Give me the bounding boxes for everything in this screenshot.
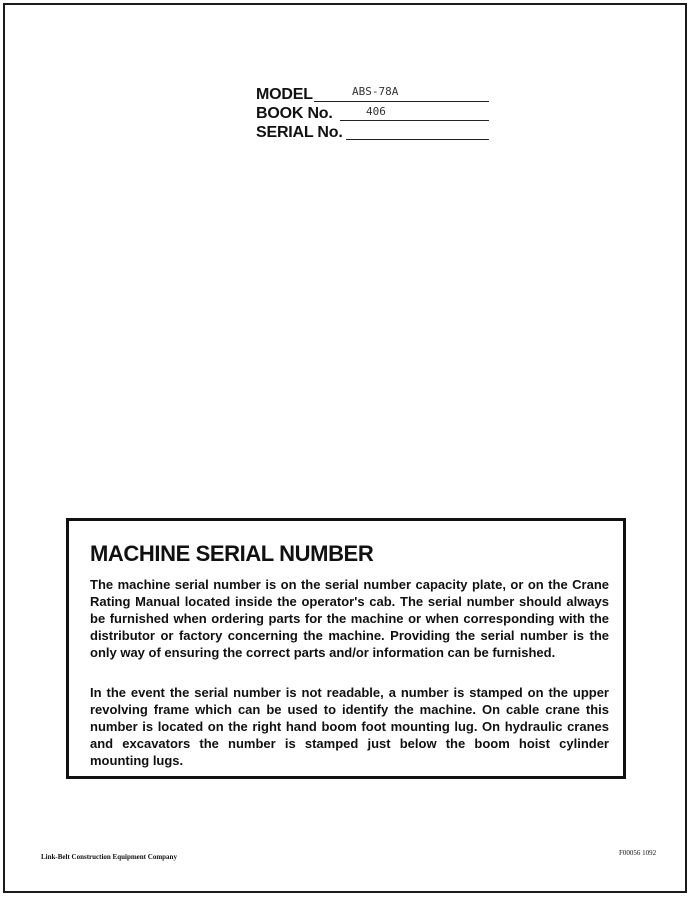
footer-form-code: F00056 1092: [619, 849, 657, 857]
model-row: [256, 84, 489, 104]
book-value: 406: [366, 105, 386, 118]
serial-row: [256, 122, 489, 142]
serial-label: SERIAL No.: [256, 124, 343, 141]
notice-paragraph-2: In the event the serial number is not readable, a number is stamped on the upper revolving frame which can be used to identify the machine. On cable crane this number is located on the right hand boom foot mounting lug. On hydraulic cranes and excavators the number is stamped just below the boom hoist cylinder mounting lugs.: [90, 685, 609, 768]
notice-paragraph-1: The machine serial number is on the serial number capacity plate, or on the Crane Rating Manual located inside the operator's cab. The serial number should always be furnished when ordering parts for the machine or when corresponding with the distributor or factory concerning the machine. Providing the serial number is the only way of ensuring the correct parts and/or information can be furnished.: [90, 577, 609, 660]
notice-title: MACHINE SERIAL NUMBER: [90, 541, 374, 566]
model-line: [314, 101, 489, 102]
book-label: BOOK No.: [256, 105, 333, 122]
book-line: [340, 120, 489, 121]
serial-number-notice-box: [66, 518, 626, 779]
model-label: MODEL: [256, 86, 313, 103]
model-value: ABS-78A: [352, 85, 399, 98]
book-row: [256, 103, 489, 123]
serial-line: [346, 139, 489, 140]
footer-company: Link-Belt Construction Equipment Company: [41, 853, 177, 861]
